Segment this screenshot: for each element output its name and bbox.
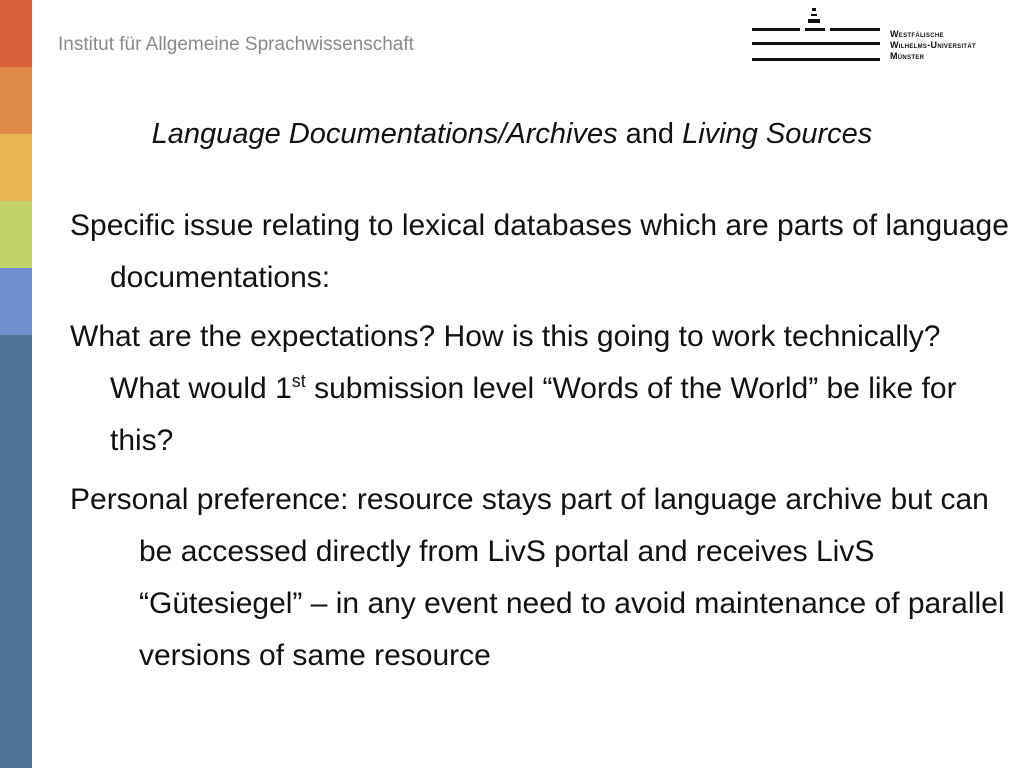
logo-line-2: Wilhelms-Universität <box>890 40 976 50</box>
bullet-1: Specific issue relating to lexical databases which are parts of language documentations: <box>70 209 1009 294</box>
logo-line-1: Westfälische <box>890 29 944 39</box>
bullet-3: Personal preference: resource stays part of language archive but can be accessed directly from LivS portal and receives LivS “Gütesiegel” – in any event need to avoid maintenance of parallel versions of same resource <box>70 483 1005 672</box>
bullet-2-sup: st <box>291 371 306 391</box>
decor-stripe-lightblue <box>0 268 32 335</box>
bullet-2 <box>70 311 1010 467</box>
bullet-2-after: submission level “Words of the World” be like for this? <box>110 372 957 457</box>
title-and: and <box>625 118 675 150</box>
bullet-2-before: What are the expectations? How is this going to work technically? What would 1 <box>70 320 941 405</box>
university-logo-text <box>890 29 976 62</box>
institute-name: Institut für Allgemeine Sprachwissenschaft <box>58 34 414 55</box>
title-part-1: Language Documentations/Archives <box>151 118 618 150</box>
decor-stripe-red <box>0 0 32 67</box>
title-part-2: Living Sources <box>682 118 873 150</box>
decor-stripe-green <box>0 201 32 268</box>
slide-title <box>0 118 1024 151</box>
slide-body <box>70 200 1010 689</box>
decor-stripe-blue <box>0 335 32 768</box>
logo-line-3: Münster <box>890 51 925 61</box>
